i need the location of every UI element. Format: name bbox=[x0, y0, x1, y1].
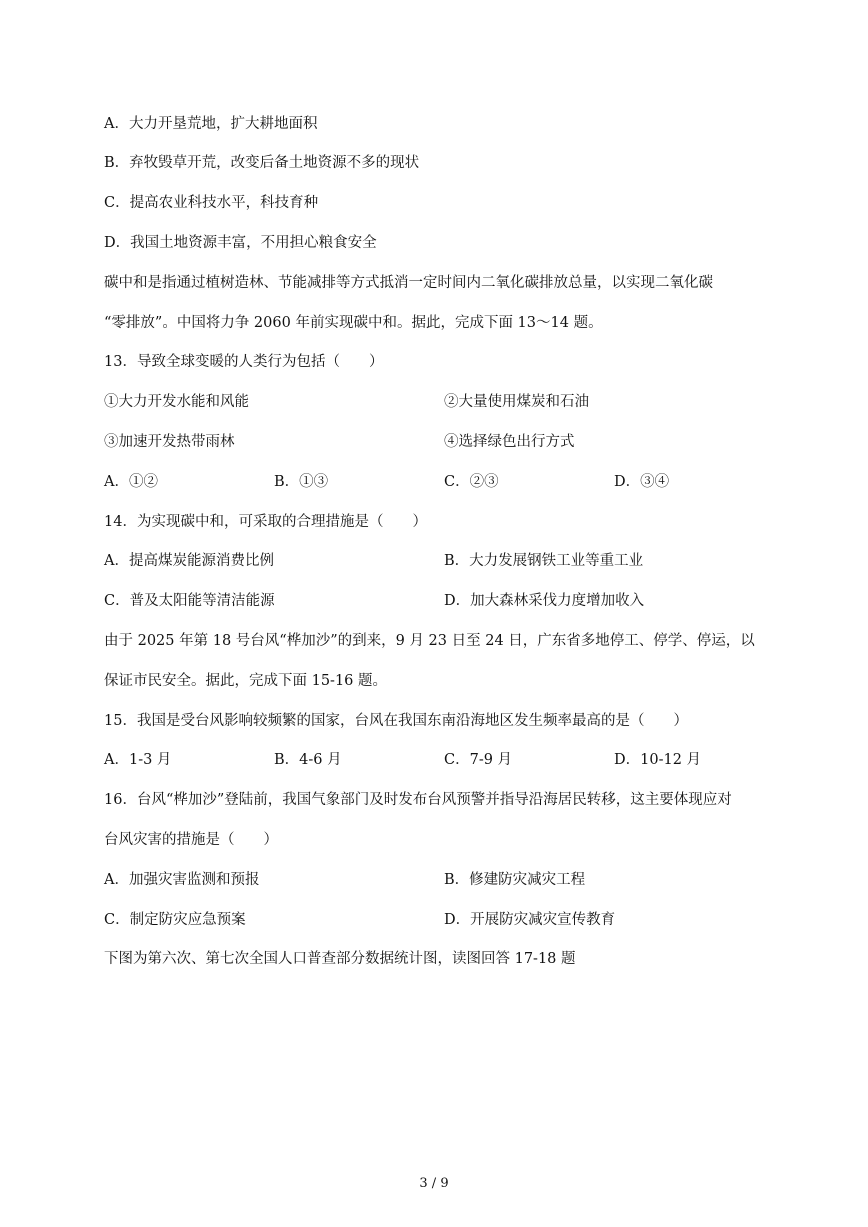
q14-option-b: B．大力发展钢铁工业等重工业 bbox=[444, 553, 644, 569]
q13-item-2: ②大量使用煤炭和石油 bbox=[444, 394, 589, 410]
q14-option-d: D．加大森林采伐力度增加收入 bbox=[444, 593, 645, 609]
q13-item-3: ③加速开发热带雨林 bbox=[104, 434, 235, 450]
q16-stem-line2: 台风灾害的措施是（ ） bbox=[104, 832, 278, 848]
q16-option-d: D．开展防灾减灾宣传教育 bbox=[444, 912, 616, 928]
q14-option-c: C．普及太阳能等清洁能源 bbox=[104, 593, 275, 609]
q15-stem: 15．我国是受台风影响较频繁的国家，台风在我国东南沿海地区发生频率最高的是（ ） bbox=[104, 713, 688, 729]
q12-option-c: C．提高农业科技水平，科技育种 bbox=[104, 195, 319, 211]
q13-option-b: B．①③ bbox=[274, 474, 329, 490]
page-number: 3 / 9 bbox=[419, 1176, 449, 1191]
q16-option-a: A．加强灾害监测和预报 bbox=[104, 872, 260, 888]
q15-option-a: A．1-3 月 bbox=[104, 752, 172, 768]
passage-typhoon-line2: 保证市民安全。据此，完成下面 15-16 题。 bbox=[104, 673, 388, 689]
q13-stem: 13．导致全球变暖的人类行为包括（ ） bbox=[104, 354, 384, 370]
q13-item-1: ①大力开发水能和风能 bbox=[104, 394, 249, 410]
q14-stem: 14．为实现碳中和，可采取的合理措施是（ ） bbox=[104, 514, 427, 530]
q14-option-a: A．提高煤炭能源消费比例 bbox=[104, 553, 274, 569]
q15-option-d: D．10-12 月 bbox=[614, 752, 702, 768]
q13-option-a: A．①② bbox=[104, 474, 158, 490]
q16-option-b: B．修建防灾减灾工程 bbox=[444, 872, 586, 888]
q16-stem-line1: 16．台风“桦加沙”登陆前，我国气象部门及时发布台风预警并指导沿海居民转移，这主要体现应对 bbox=[104, 792, 732, 808]
q15-option-c: C．7-9 月 bbox=[444, 752, 513, 768]
intro-17-18: 下图为第六次、第七次全国人口普查部分数据统计图，读图回答 17-18 题 bbox=[104, 951, 576, 967]
passage-typhoon-line1: 由于 2025 年第 18 号台风“桦加沙”的到来，9 月 23 日至 24 日，广东省多地停工、停学、停运，以 bbox=[104, 633, 755, 649]
passage-carbon-neutral-line2: “零排放”。中国将力争 2060 年前实现碳中和。据此，完成下面 13～14 题。 bbox=[104, 315, 603, 331]
q16-option-c: C．制定防灾应急预案 bbox=[104, 912, 246, 928]
q12-option-b: B．弃牧毁草开荒，改变后备土地资源不多的现状 bbox=[104, 155, 420, 171]
q12-option-a: A．大力开垦荒地，扩大耕地面积 bbox=[104, 116, 318, 132]
q13-option-c: C．②③ bbox=[444, 474, 499, 490]
q13-option-d: D．③④ bbox=[614, 474, 670, 490]
passage-carbon-neutral-line1: 碳中和是指通过植树造林、节能减排等方式抵消一定时间内二氧化碳排放总量，以实现二氧化碳 bbox=[104, 275, 713, 291]
q15-option-b: B．4-6 月 bbox=[274, 752, 342, 768]
q12-option-d: D．我国土地资源丰富，不用担心粮食安全 bbox=[104, 235, 377, 251]
q13-item-4: ④选择绿色出行方式 bbox=[444, 434, 575, 450]
